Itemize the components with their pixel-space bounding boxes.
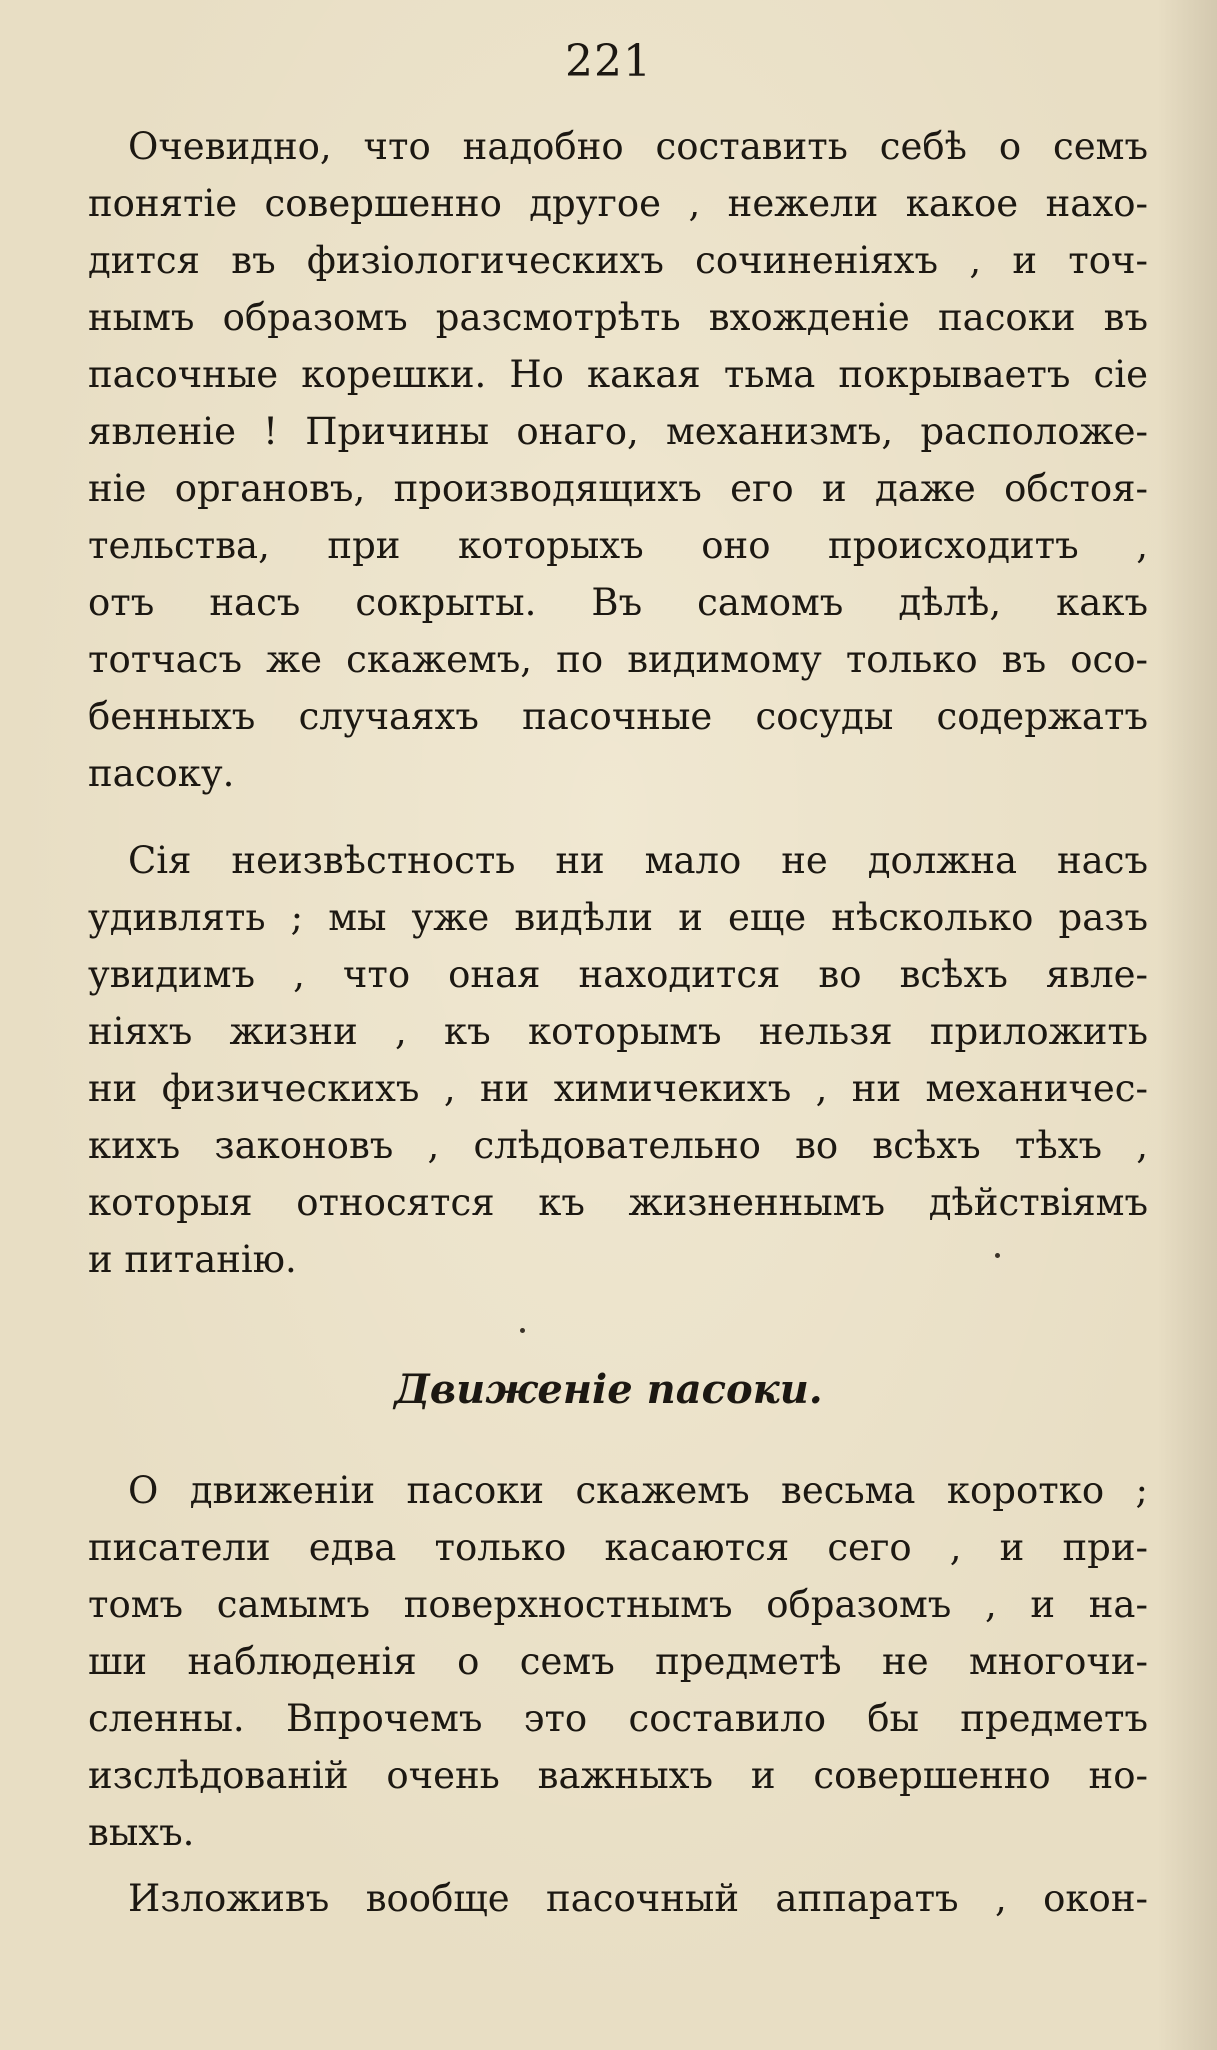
paragraph-1 xyxy=(88,118,1148,802)
text-line: бенныхъ случаяхъ пасочные сосуды содержатъ xyxy=(88,695,1148,738)
text-line: нымъ образомъ разсмотрѣть вхожденіе пасоки въ xyxy=(88,296,1148,339)
text-line: ни физическихъ , ни химичекихъ , ни механичес- xyxy=(88,1067,1148,1110)
text-line: которыя относятся къ жизненнымъ дѣйствіямъ xyxy=(88,1181,1148,1224)
text-line: выхъ. xyxy=(88,1811,195,1854)
text-line: томъ самымъ поверхностнымъ образомъ , и на- xyxy=(88,1583,1148,1626)
text-line: ніяхъ жизни , къ которымъ нельзя приложить xyxy=(88,1010,1148,1053)
text-line: пасоку. xyxy=(88,752,235,795)
text-line: понятіе совершенно другое , нежели какое нахо- xyxy=(88,182,1148,225)
text-line: О движеніи пасоки скажемъ весьма коротко ; xyxy=(128,1469,1148,1512)
ink-speck xyxy=(520,1328,525,1333)
text-line: увидимъ , что оная находится во всѣхъ явле- xyxy=(88,953,1148,996)
text-line: сленны. Впрочемъ это составило бы предметъ xyxy=(88,1697,1148,1740)
section-heading: Движеніе пасоки. xyxy=(394,1366,823,1413)
text-line: отъ насъ сокрыты. Въ самомъ дѣлѣ, какъ xyxy=(88,581,1148,624)
text-line: писатели едва только касаются сего , и при- xyxy=(88,1526,1148,1569)
text-line: удивлять ; мы уже видѣли и еще нѣсколько разъ xyxy=(88,896,1148,939)
text-line: дится въ физіологическихъ сочиненіяхъ , и точ- xyxy=(88,239,1148,282)
ink-speck xyxy=(995,1253,1000,1258)
paragraph-3 xyxy=(88,1462,1148,1861)
text-line: ніе органовъ, производящихъ его и даже обстоя- xyxy=(88,467,1148,510)
text-line: ши наблюденія о семъ предметѣ не многочи- xyxy=(88,1640,1148,1683)
page-number: 221 xyxy=(565,36,652,87)
text-line: и питанію. xyxy=(88,1238,297,1281)
text-line: явленіе ! Причины онаго, механизмъ, расположе- xyxy=(88,410,1148,453)
text-line: кихъ законовъ , слѣдовательно во всѣхъ тѣхъ , xyxy=(88,1124,1148,1167)
text-line: Сія неизвѣстность ни мало не должна насъ xyxy=(128,839,1148,882)
text-line: пасочные корешки. Но какая тьма покрываетъ сіе xyxy=(88,353,1148,396)
paragraph-2 xyxy=(88,832,1148,1288)
text-line: Изложивъ вообще пасочный аппаратъ , окон- xyxy=(128,1877,1148,1920)
text-line: Очевидно, что надобно составить себѣ о семъ xyxy=(128,125,1148,168)
text-line: тотчасъ же скажемъ, по видимому только въ осо- xyxy=(88,638,1148,681)
page-gutter-shadow xyxy=(1157,0,1217,2050)
paragraph-4 xyxy=(88,1870,1148,1927)
text-line: тельства, при которыхъ оно происходитъ , xyxy=(88,524,1148,567)
text-line: изслѣдованій очень важныхъ и совершенно но- xyxy=(88,1754,1148,1797)
